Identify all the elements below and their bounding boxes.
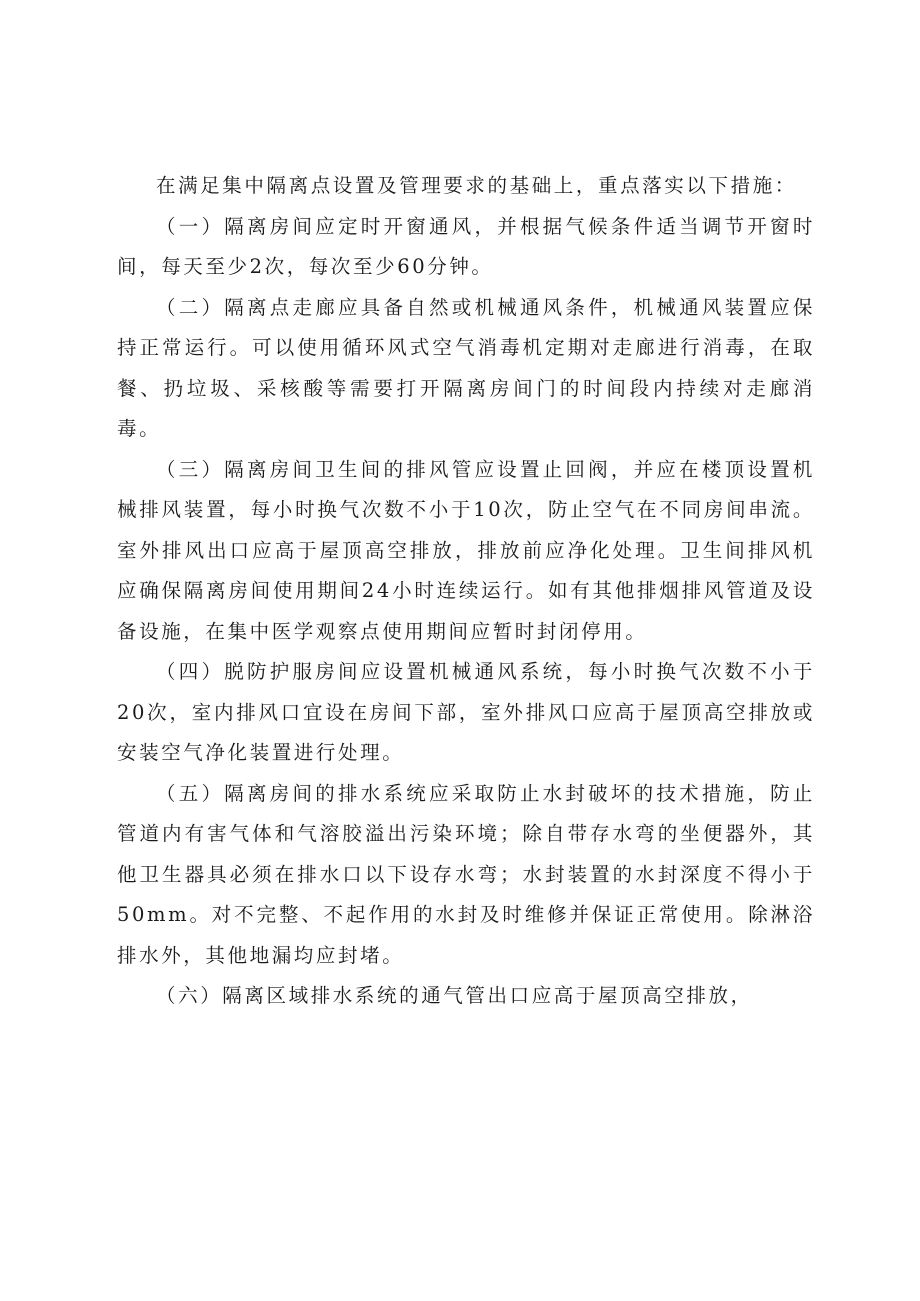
paragraph-intro: 在满足集中隔离点设置及管理要求的基础上，重点落实以下措施： <box>156 174 797 197</box>
document-body <box>117 166 815 1017</box>
paragraph-item-4: （四）脱防护服房间应设置机械通风系统，每小时换气次数不小于20次，室内排风口宜设在房间下部，室外排风口应高于屋顶高空排放或安装空气净化装置进行处理。 <box>117 660 815 764</box>
paragraph-item-5: （五）隔离房间的排水系统应采取防止水封破坏的技术措施，防止管道内有害气体和气溶胶溢出污染环境；除自带存水弯的坐便器外，其他卫生器具必须在排水口以下设存水弯；水封装置的水封深度不得小于50mm。对不完整、不起作用的水封及时维修并保证正常使用。除淋浴排水外，其他地漏均应封堵。 <box>117 781 815 967</box>
paragraph-item-1: （一）隔离房间应定时开窗通风，并根据气候条件适当调节开窗时间，每天至少2次，每次至少60分钟。 <box>117 214 815 278</box>
paragraph-item-6: （六）隔离区域排水系统的通气管出口应高于屋顶高空排放， <box>156 984 753 1007</box>
paragraph-item-2: （二）隔离点走廊应具备自然或机械通风条件，机械通风装置应保持正常运行。可以使用循环风式空气消毒机定期对走廊进行消毒，在取餐、扔垃圾、采核酸等需要打开隔离房间门的时间段内持续对走廊消毒。 <box>117 295 815 440</box>
paragraph-item-3: （三）隔离房间卫生间的排风管应设置止回阀，并应在楼顶设置机械排风装置，每小时换气次数不小于10次，防止空气在不同房间串流。室外排风出口应高于屋顶高空排放，排放前应净化处理。卫生间排风机应确保隔离房间使用期间24小时连续运行。如有其他排烟排风管道及设备设施，在集中医学观察点使用期间应暂时封闭停用。 <box>117 457 815 643</box>
